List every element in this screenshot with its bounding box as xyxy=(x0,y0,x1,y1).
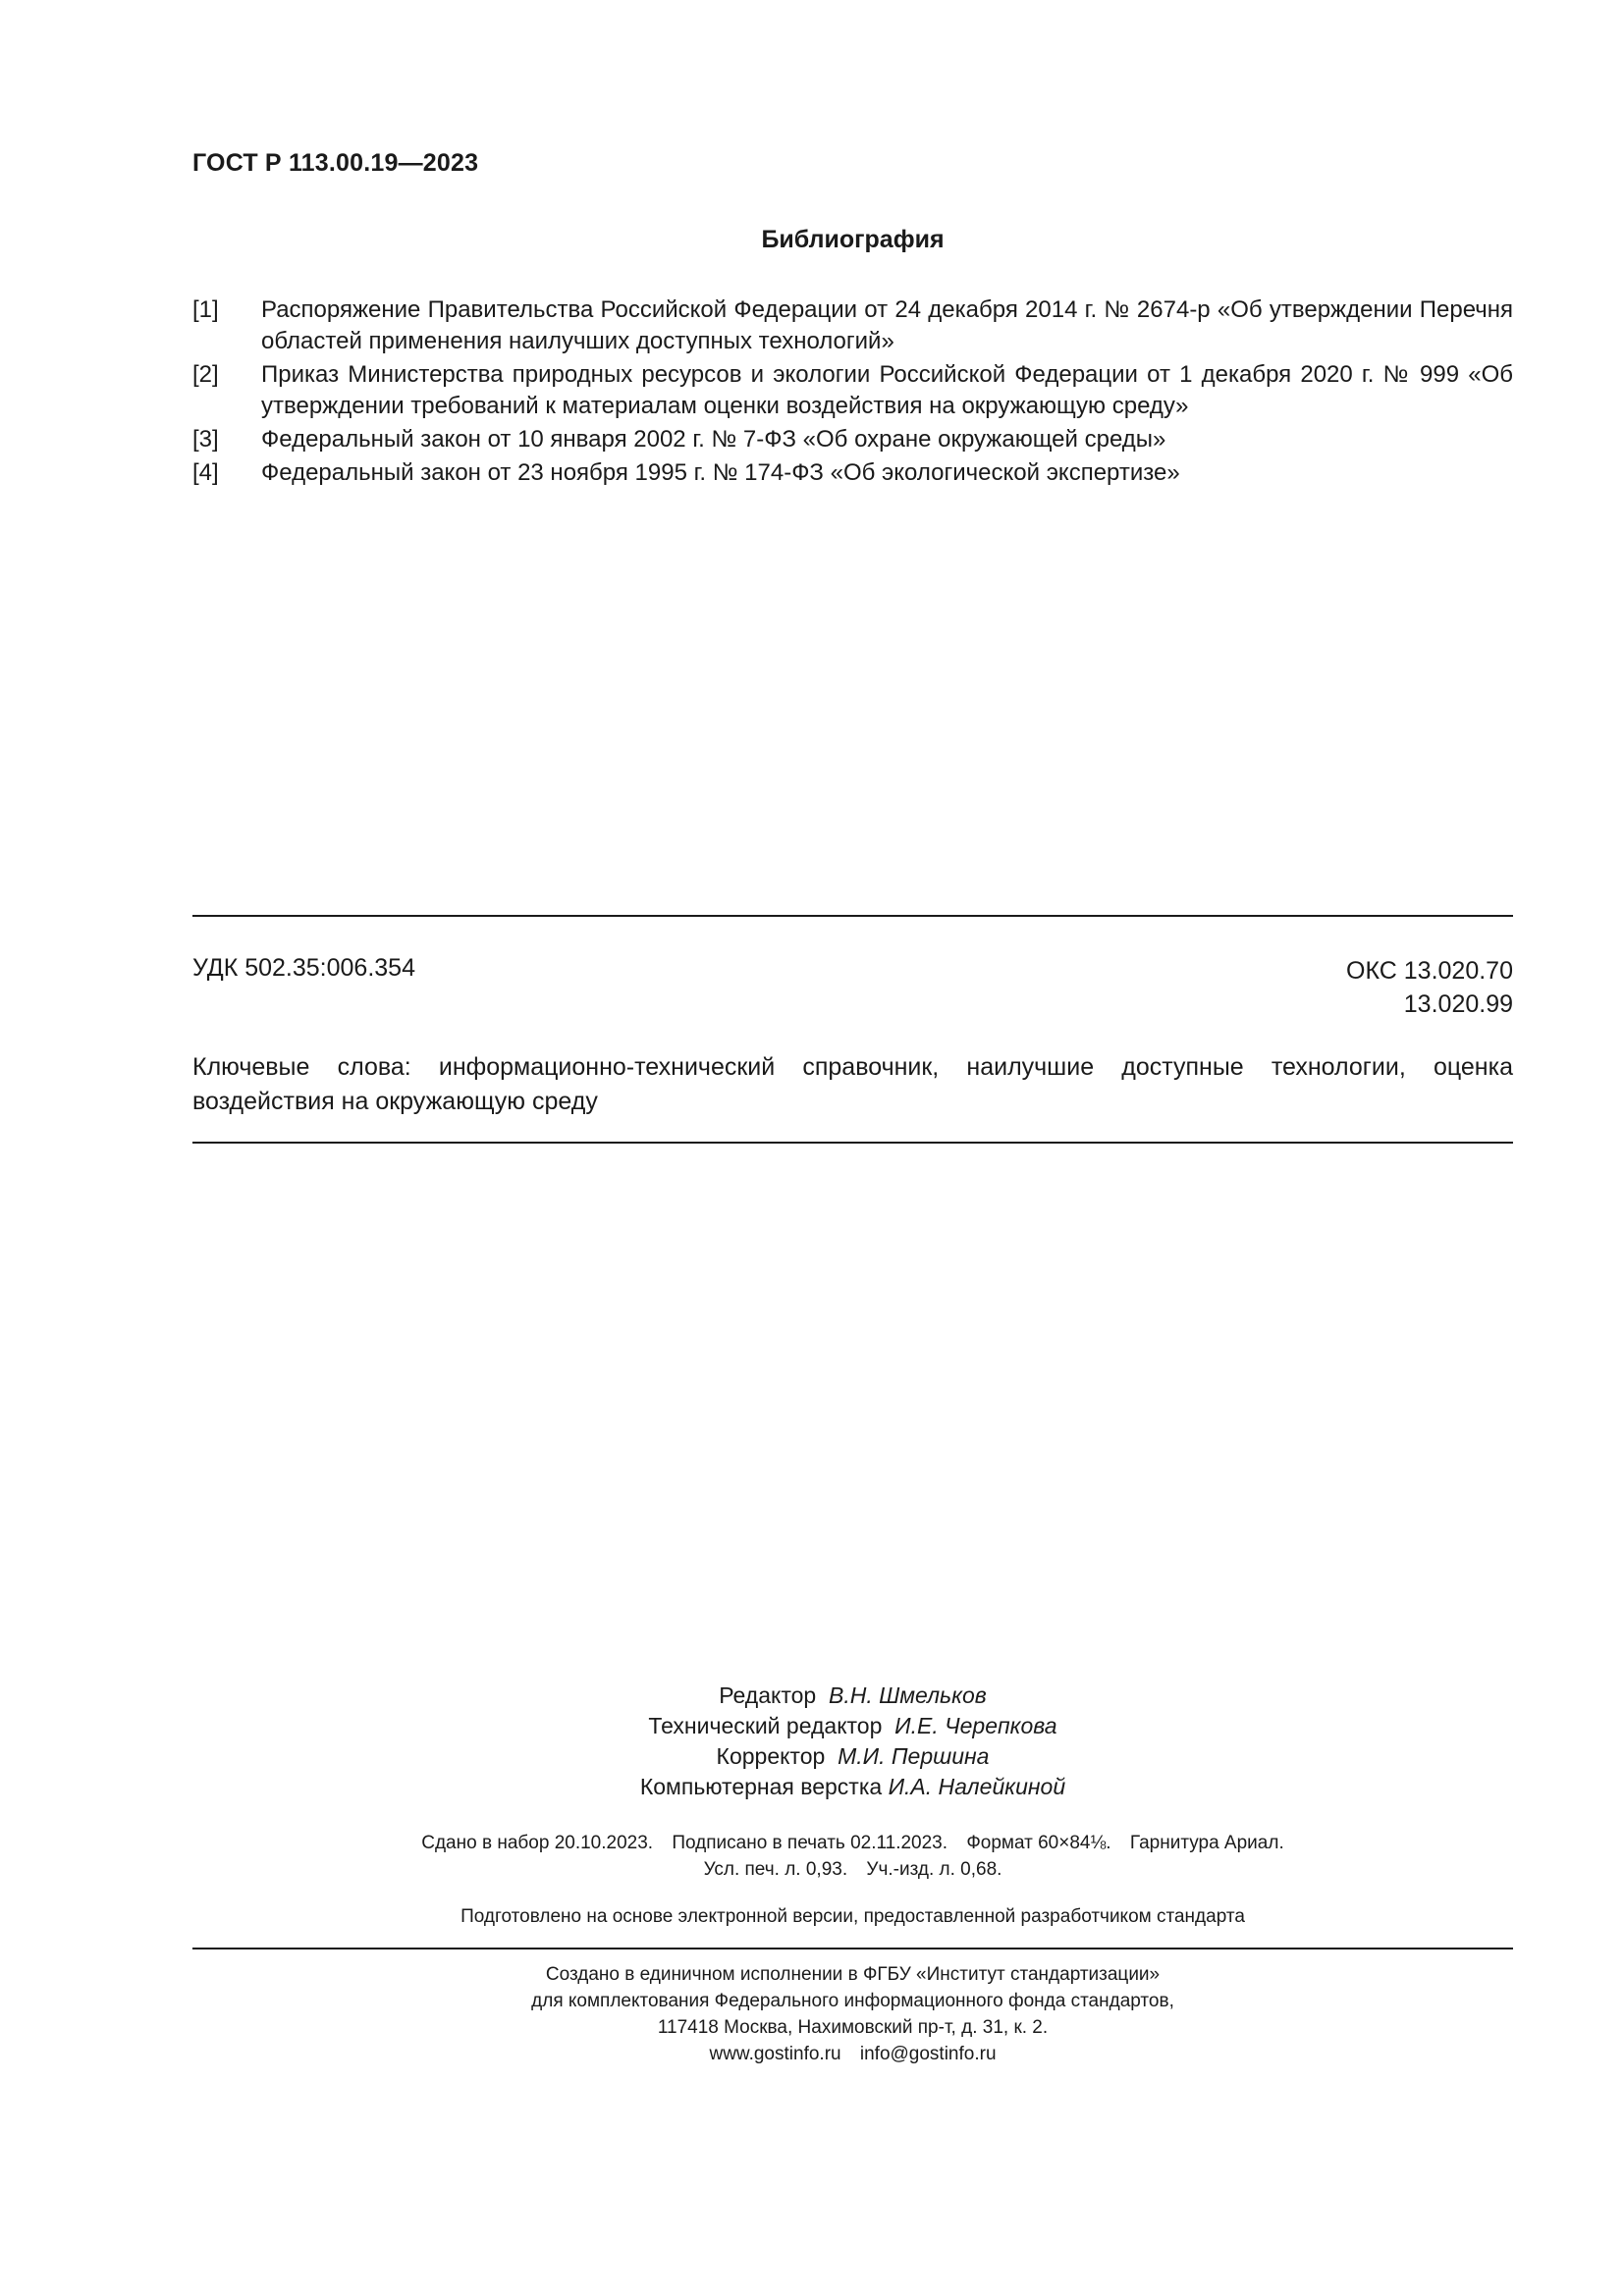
bibliography-item xyxy=(192,457,1513,489)
bibliography-item-number: [1] xyxy=(192,296,219,323)
oks-code-line: ОКС 13.020.70 xyxy=(1346,957,1513,985)
footer-contacts xyxy=(192,2041,1513,2067)
bibliography-item xyxy=(192,424,1513,455)
website-link[interactable]: www.gostinfo.ru xyxy=(709,2044,841,2064)
divider-footer xyxy=(192,1948,1513,1949)
credit-layout xyxy=(192,1772,1513,1802)
credit-tech-editor xyxy=(192,1711,1513,1741)
bibliography-item-text: Распоряжение Правительства Российской Федерации от 24 декабря 2014 г. № 2674-р «Об утверждении Перечня областей применения наилучших доступных технологий» xyxy=(261,296,1513,354)
footer-block xyxy=(192,1961,1513,2067)
bibliography-item-number: [4] xyxy=(192,459,219,486)
footer-line: 117418 Москва, Нахимовский пр-т, д. 31, к. 2. xyxy=(657,2017,1049,2038)
footer-line: Создано в единичном исполнении в ФГБУ «Институт стандартизации» xyxy=(545,1964,1161,1985)
credit-proofreader xyxy=(192,1741,1513,1772)
bibliography-item-number: [3] xyxy=(192,426,219,453)
credit-name: И.А. Налейкиной xyxy=(888,1774,1066,1799)
imprint-line xyxy=(192,1856,1513,1883)
credit-label: Корректор xyxy=(716,1743,826,1769)
divider-keywords xyxy=(192,1142,1513,1144)
credit-label: Технический редактор xyxy=(648,1713,883,1738)
keywords: Ключевые слова: информационно-технический справочник, наилучшие доступные технологии, оценка воздействия на окружающую среду xyxy=(192,1053,1513,1115)
bibliography-item xyxy=(192,294,1513,357)
footer-line: для комплектования Федерального информационного фонда стандартов, xyxy=(531,1991,1174,2011)
email-link[interactable]: info@gostinfo.ru xyxy=(859,2044,997,2064)
imprint-publisher-sheets: Уч.-изд. л. 0,68. xyxy=(866,1859,1002,1880)
divider-top xyxy=(192,915,1513,917)
bibliography-item-text: Федеральный закон от 10 января 2002 г. № 7-ФЗ «Об охране окружающей среды» xyxy=(261,426,1166,453)
imprint-submitted: Сдано в набор 20.10.2023. xyxy=(421,1833,654,1853)
credit-name: В.Н. Шмельков xyxy=(828,1682,987,1708)
oks-code-line: 13.020.99 xyxy=(1403,990,1513,1018)
bibliography-item-number: [2] xyxy=(192,361,219,388)
credits-block xyxy=(192,1681,1513,1802)
credit-editor xyxy=(192,1681,1513,1711)
udk-code: УДК 502.35:006.354 xyxy=(192,954,415,982)
imprint-print-sheets: Усл. печ. л. 0,93. xyxy=(703,1859,848,1880)
bibliography-item-text: Федеральный закон от 23 ноября 1995 г. № 174-ФЗ «Об экологической экспертизе» xyxy=(261,459,1180,486)
credit-label: Компьютерная верстка xyxy=(639,1774,883,1799)
prepared-note: Подготовлено на основе электронной версии, предоставленной разработчиком стандарта xyxy=(460,1906,1245,1927)
imprint-line xyxy=(192,1830,1513,1856)
imprint-typeface: Гарнитура Ариал. xyxy=(1129,1833,1284,1853)
credit-label: Редактор xyxy=(719,1682,817,1708)
bibliography-title: Библиография xyxy=(761,226,945,253)
oks-codes xyxy=(1346,954,1513,1021)
document-code: ГОСТ Р 113.00.19—2023 xyxy=(192,149,479,177)
credit-name: М.И. Першина xyxy=(838,1743,990,1769)
imprint-signed: Подписано в печать 02.11.2023. xyxy=(672,1833,948,1853)
imprint-block xyxy=(192,1830,1513,1883)
bibliography-item-text: Приказ Министерства природных ресурсов и экологии Российской Федерации от 1 декабря 2020 г. № 999 «Об утверждении требований к материалам оценки воздействия на окружающую среду» xyxy=(261,361,1513,419)
bibliography-list xyxy=(192,294,1513,491)
imprint-format: Формат 60×84⅛. xyxy=(966,1833,1111,1853)
bibliography-item xyxy=(192,359,1513,422)
credit-name: И.Е. Черепкова xyxy=(894,1713,1057,1738)
